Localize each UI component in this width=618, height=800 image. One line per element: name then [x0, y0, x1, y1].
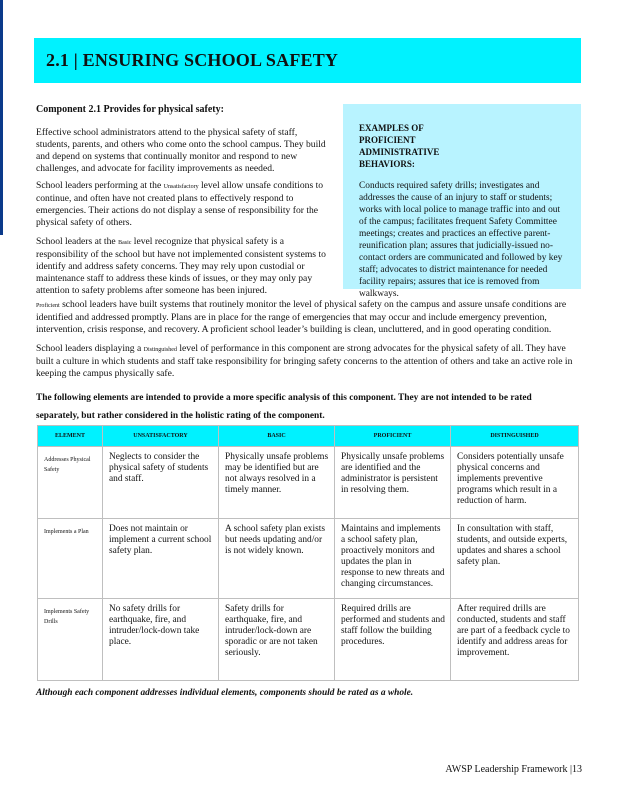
examples-box-title: EXAMPLES OF PROFICIENT ADMINISTRATIVE BEHAVIORS: — [359, 123, 440, 169]
intro-paragraph-1: Effective school administrators attend to the physical safety of staff, students, parents, and others who come onto the school campus. They build and depend on systems that continually monitor and respond to new challenges, and advocate for facility improvements as needed. — [36, 127, 326, 174]
cell-basic: A school safety plan exists but needs updating and/or is not widely known. — [219, 519, 335, 599]
intro-paragraph-3: School leaders at the Basic level recognize that physical safety is a responsibility of the school but have not implemented consistent systems to identify and address safety concerns. They may rely upon custodial or maintenance staff to address these kinds of issues, or they may only pay attention to safety problems after someone has been injured. — [36, 236, 326, 296]
level-unsatisfactory: Unsatisfactory — [163, 184, 199, 190]
cell-distinguished: After required drills are conducted, students and staff are part of a feedback cycle to identify and address areas for improvement. — [451, 599, 579, 681]
examples-box-body: Conducts required safety drills; investigates and addresses the cause of an injury to staff or students; works with local police to manage traffic into and out of the campus; facilitates frequent Safety Committee meetings; creates and practices an effective parent-reunification plan; assures that judicially-issued no-contact orders are communicated and followed by key staff; advocates to district maintenance for needed facility repairs; assures that ice is removed from walkways. — [359, 181, 563, 299]
rubric-table — [37, 425, 579, 681]
header-proficient: PROFICIENT — [335, 426, 451, 447]
header-basic: BASIC — [219, 426, 335, 447]
page-footer: AWSP Leadership Framework |13 — [445, 764, 582, 775]
header-element: ELEMENT — [38, 426, 103, 447]
table-row — [38, 447, 579, 519]
cell-unsatisfactory: Neglects to consider the physical safety of students and staff. — [103, 447, 219, 519]
table-row — [38, 599, 579, 681]
cell-distinguished: In consultation with staff, students, and outside experts, updates and shares a school safety plan. — [451, 519, 579, 599]
level-proficient: Proficient — [36, 303, 60, 309]
element-label: Addresses Physical Safety — [38, 447, 103, 519]
table-row — [38, 519, 579, 599]
intro-paragraph-2: School leaders performing at the Unsatisfactory level allow unsafe conditions to continue, and often have not created plans to effectively respond to emergencies. Their actions do not display a sense of responsibility for the physical safety of others. — [36, 180, 324, 228]
cell-proficient: Physically unsafe problems are identified and the administrator is persistent in resolving them. — [335, 447, 451, 519]
level-basic: Basic — [118, 240, 132, 246]
level-distinguished: Distinguished — [143, 347, 177, 353]
cell-basic: Safety drills for earthquake, fire, and intruder/lock-down are sporadic or are not taken seriously. — [219, 599, 335, 681]
intro-paragraph-4: Proficient school leaders have built systems that routinely monitor the level of physical safety on the campus and assure unsafe conditions are identified and addressed promptly. Plans are in place for the range of emergencies that may occur and include emergency prevention, intervention, crisis response, and recovery. A proficient school leader’s building is clean, uncluttered, and in good operating condition. — [36, 299, 567, 335]
section-banner — [34, 38, 581, 83]
table-header-row — [38, 426, 579, 447]
cell-unsatisfactory: Does not maintain or implement a current school safety plan. — [103, 519, 219, 599]
intro-paragraph-5: School leaders displaying a Distinguished level of performance in this component are strong advocates for the physical safety of all. They have built a culture in which students and staff take responsibility for bringing safety concerns to the attention of others and take an active role in keeping the campus physically safe. — [36, 343, 573, 379]
left-edge-bar — [0, 0, 3, 235]
cell-proficient: Required drills are performed and students and staff follow the building procedures. — [335, 599, 451, 681]
cell-unsatisfactory: No safety drills for earthquake, fire, and intruder/lock-down take place. — [103, 599, 219, 681]
examples-box — [343, 104, 581, 299]
footnote: Although each component addresses individual elements, components should be rated as a whole. — [36, 688, 414, 698]
header-distinguished: DISTINGUISHED — [451, 426, 579, 447]
cell-basic: Physically unsafe problems may be identified but are not always resolved in a timely manner. — [219, 447, 335, 519]
element-label: Implements Safety Drills — [38, 599, 103, 681]
cell-distinguished: Considers potentially unsafe physical concerns and implements preventive programs which result in a reduction of harm. — [451, 447, 579, 519]
cell-proficient: Maintains and implements a school safety plan, proactively monitors and updates the plan in response to new threats and changing circumstances. — [335, 519, 451, 599]
header-unsatisfactory: UNSATISFACTORY — [103, 426, 219, 447]
element-label: Implements a Plan — [38, 519, 103, 599]
elements-note: The following elements are intended to provide a more specific analysis of this component. They are not intended to be rated separately, but rather considered in the holistic rating of the component. — [36, 393, 532, 421]
section-title: 2.1 | ENSURING SCHOOL SAFETY — [46, 50, 339, 70]
component-heading: Component 2.1 Provides for physical safety: — [36, 104, 224, 115]
